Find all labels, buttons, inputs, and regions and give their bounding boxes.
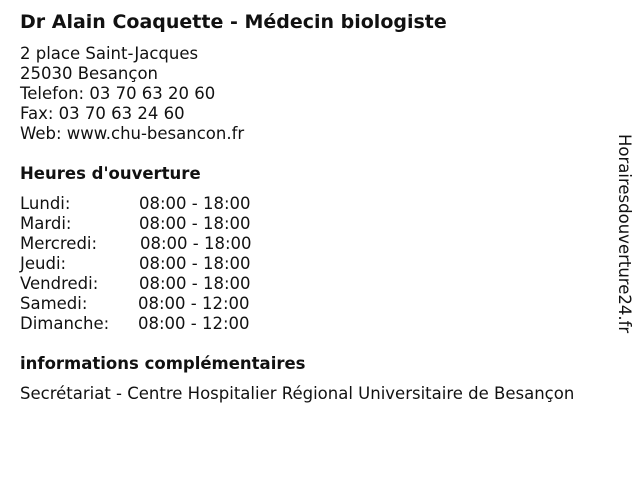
site-watermark	[612, 134, 636, 370]
day-label: Mercredi:	[20, 234, 98, 253]
opening-hours-heading: Heures d'ouverture	[20, 164, 201, 183]
time-range: 08:00 - 12:00	[138, 314, 250, 333]
hours-row	[20, 274, 280, 294]
day-label: Vendredi:	[20, 274, 99, 293]
day-label: Dimanche:	[20, 314, 110, 333]
website: Web: www.chu-besancon.fr	[20, 124, 245, 143]
time-range: 08:00 - 18:00	[139, 214, 251, 233]
day-label: Lundi:	[20, 194, 71, 213]
opening-hours-table	[20, 194, 280, 334]
city-address: 25030 Besançon	[20, 64, 158, 83]
hours-row	[20, 294, 280, 314]
hours-row	[20, 194, 280, 214]
hours-row	[20, 254, 280, 274]
page-title: Dr Alain Coaquette - Médecin biologiste	[20, 11, 447, 33]
additional-info-heading: informations complémentaires	[20, 354, 306, 373]
time-range: 08:00 - 18:00	[139, 194, 251, 213]
time-range: 08:00 - 18:00	[140, 234, 252, 253]
additional-info-text: Secrétariat - Centre Hospitalier Régional Universitaire de Besançon	[20, 384, 575, 403]
hours-row	[20, 214, 280, 234]
day-label: Jeudi:	[20, 254, 67, 273]
fax-number: Fax: 03 70 63 24 60	[20, 104, 185, 123]
address-block	[20, 44, 244, 144]
watermark-text: Horairesdouverture24.fr	[615, 134, 634, 334]
hours-row	[20, 314, 280, 334]
time-range: 08:00 - 12:00	[138, 294, 250, 313]
day-label: Samedi:	[20, 294, 88, 313]
phone-number: Telefon: 03 70 63 20 60	[20, 84, 216, 103]
time-range: 08:00 - 18:00	[139, 254, 251, 273]
time-range: 08:00 - 18:00	[139, 274, 251, 293]
hours-row	[20, 234, 280, 254]
street-address: 2 place Saint-Jacques	[20, 44, 199, 63]
day-label: Mardi:	[20, 214, 72, 233]
